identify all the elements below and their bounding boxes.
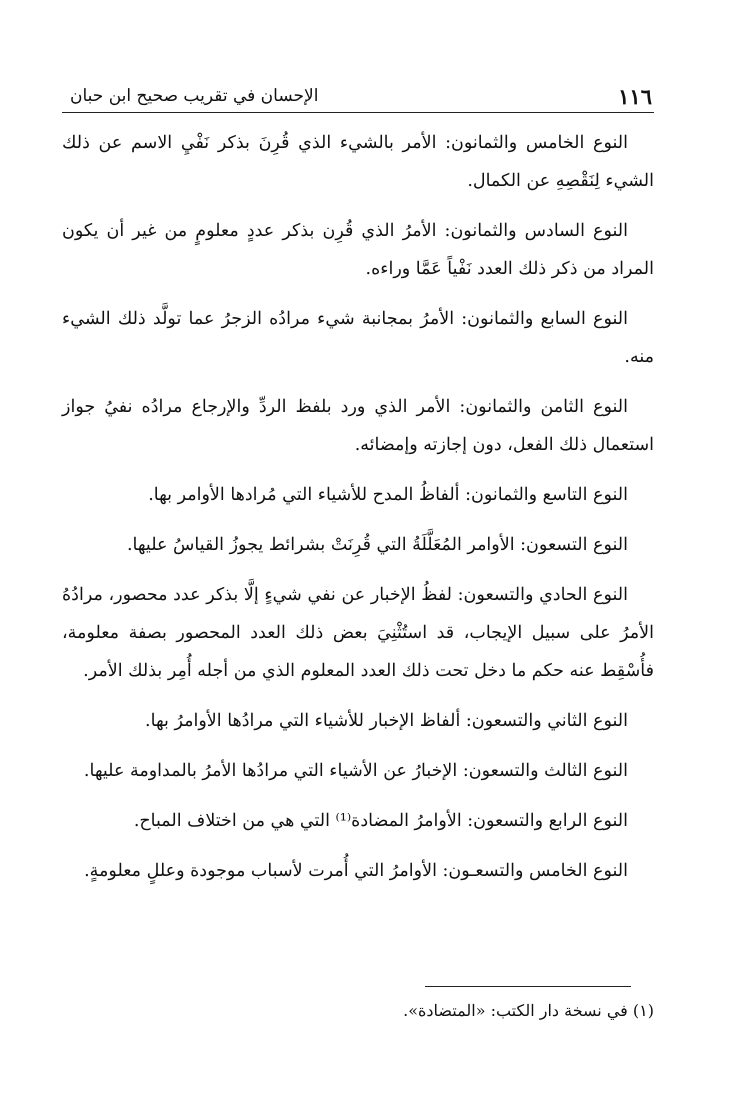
paragraph: النوع التاسع والثمانون: ألفاظُ المدح للأشياء التي مُرادها الأوامر بها. — [148, 485, 628, 505]
paragraph: النوع الثالث والتسعون: الإخبارُ عن الأشياء التي مرادُها الأمرُ بالمداومة عليها. — [83, 761, 628, 781]
page-number: ١١٦ — [618, 84, 652, 109]
footnote: (١) في نسخة دار الكتب: «المتضادة». — [403, 1001, 654, 1020]
paragraph: النوع الحادي والتسعون: لفظُ الإخبار عن نفي شيءٍ إلَّا بذكر عدد محصور، مرادُهُ الأمرُ على سبيل الإيجاب، قد استُثْنِيَ بعض ذلك العدد المحصور بصفة معلومة، فأُسْقِط عنه حكم ما دخل تحت ذلك العدد المعلوم الذي من أجله أُمِر بذلك الأمر. — [62, 585, 654, 681]
running-title: الإحسان في تقريب صحيح ابن حبان — [70, 86, 319, 106]
paragraph: النوع السابع والثمانون: الأمرُ بمجانبة شيء مرادُه الزجرُ عما تولَّد ذلك الشيء منه. — [62, 309, 654, 367]
paragraph: النوع الثاني والتسعون: ألفاظ الإخبار للأشياء التي مرادُها الأوامرُ بها. — [145, 711, 628, 731]
footnote-divider — [425, 986, 631, 987]
paragraph: النوع التسعون: الأوامر المُعَلَّلَةُ التي قُرِنَتْ بشرائط يجوزُ القياسُ عليها. — [126, 535, 628, 555]
page-header — [70, 78, 652, 110]
paragraph: النوع الخامس والثمانون: الأمر بالشيء الذي قُرِنَ بذكر نَفْيِ الاسم عن ذلك الشيء لِنَقْصِهِ عن الكمال. — [62, 133, 654, 191]
paragraph: النوع الرابع والتسعون: الأوامرُ المضادة⁽¹⁾ التي هي من اختلاف المباح. — [133, 811, 628, 831]
paragraph: النوع السادس والثمانون: الأمرُ الذي قُرِن بذكر عددٍ معلومٍ من غير أن يكون المراد من ذكر ذلك العدد نَفْياً عَمَّا وراءه. — [62, 221, 654, 279]
paragraph: النوع الثامن والثمانون: الأمر الذي ورد بلفظ الردِّ والإرجاع مرادُه نفيُ جواز استعمال ذلك الفعل، دون إجازته وإمضائه. — [62, 397, 654, 455]
header-divider — [62, 112, 654, 113]
paragraph: النوع الخامس والتسعـون: الأوامرُ التي أُمرت لأسباب موجودة وعللٍ معلومةٍ. — [84, 861, 628, 881]
body-text — [62, 124, 654, 902]
